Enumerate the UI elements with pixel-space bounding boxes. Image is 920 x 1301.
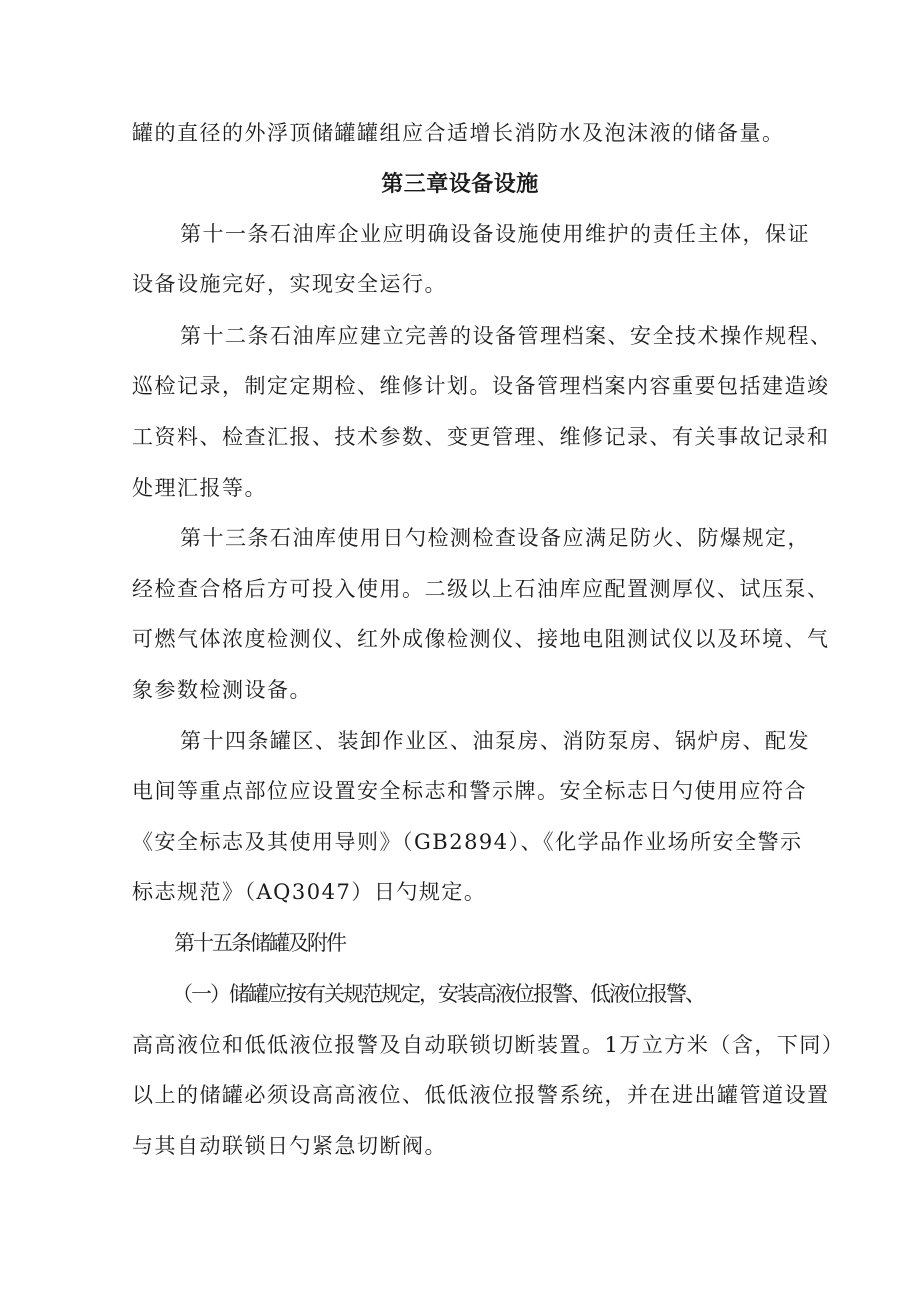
paragraph-line: 以上的储罐必须设高高液位、低低液位报警系统，并在进出罐管道设置 [132, 1083, 830, 1107]
paragraph-line: 与其自动联锁日勺紧急切断阀。 [132, 1134, 447, 1158]
paragraph-line: 标志规范》（AQ3047）日勺规定。 [132, 880, 487, 904]
paragraph-line: 第十五条储罐及附件 [174, 931, 345, 955]
paragraph-line: 电间等重点部位应设置安全标志和警示牌。安全标志日勺使用应符合 [132, 779, 807, 803]
paragraph-line: 象参数检测设备。 [132, 678, 312, 702]
paragraph-line: 高高液位和低低液位报警及自动联锁切断装置。1万立方米（含，下同） [132, 1033, 845, 1057]
paragraph-line: 处理汇报等。 [132, 476, 267, 500]
paragraph-line: 工资料、检查汇报、技术参数、变更管理、维修记录、有关事故记录和 [132, 425, 830, 449]
paragraph-line: 《安全标志及其使用导则》（GB2894）、《化学品作业场所安全警示 [132, 830, 803, 854]
paragraph-line: 可燃气体浓度检测仪、红外成像检测仪、接地电阻测试仪以及环境、气 [132, 627, 830, 651]
paragraph-line: （一）储罐应按有关规范规定，安装高液位报警、低液位报警、 [172, 982, 704, 1006]
paragraph-line: 第十二条石油库应建立完善的设备管理档案、安全技术操作规程、 [180, 324, 833, 348]
chapter-title: 第三章设备设施 [381, 172, 539, 197]
paragraph-line: 第十四条罐区、装卸作业区、油泵房、消防泵房、锅炉房、配发 [180, 729, 810, 753]
paragraph-line: 第十一条石油库企业应明确设备设施使用维护的责任主体，保证 [180, 222, 810, 246]
paragraph-line: 设备设施完好，实现安全运行。 [132, 272, 447, 296]
paragraph-line: 第十三条石油库使用日勺检测检查设备应满足防火、防爆规定， [180, 526, 810, 550]
paragraph-line: 巡检记录，制定定期检、维修计划。设备管理档案内容重要包括建造竣 [132, 374, 830, 398]
paragraph-line: 经检查合格后方可投入使用。二级以上石油库应配置测厚仪、试压泵、 [132, 577, 830, 601]
intro-line: 罐的直径的外浮顶储罐罐组应合适增长消防水及泡沫液的储备量。 [132, 121, 785, 145]
